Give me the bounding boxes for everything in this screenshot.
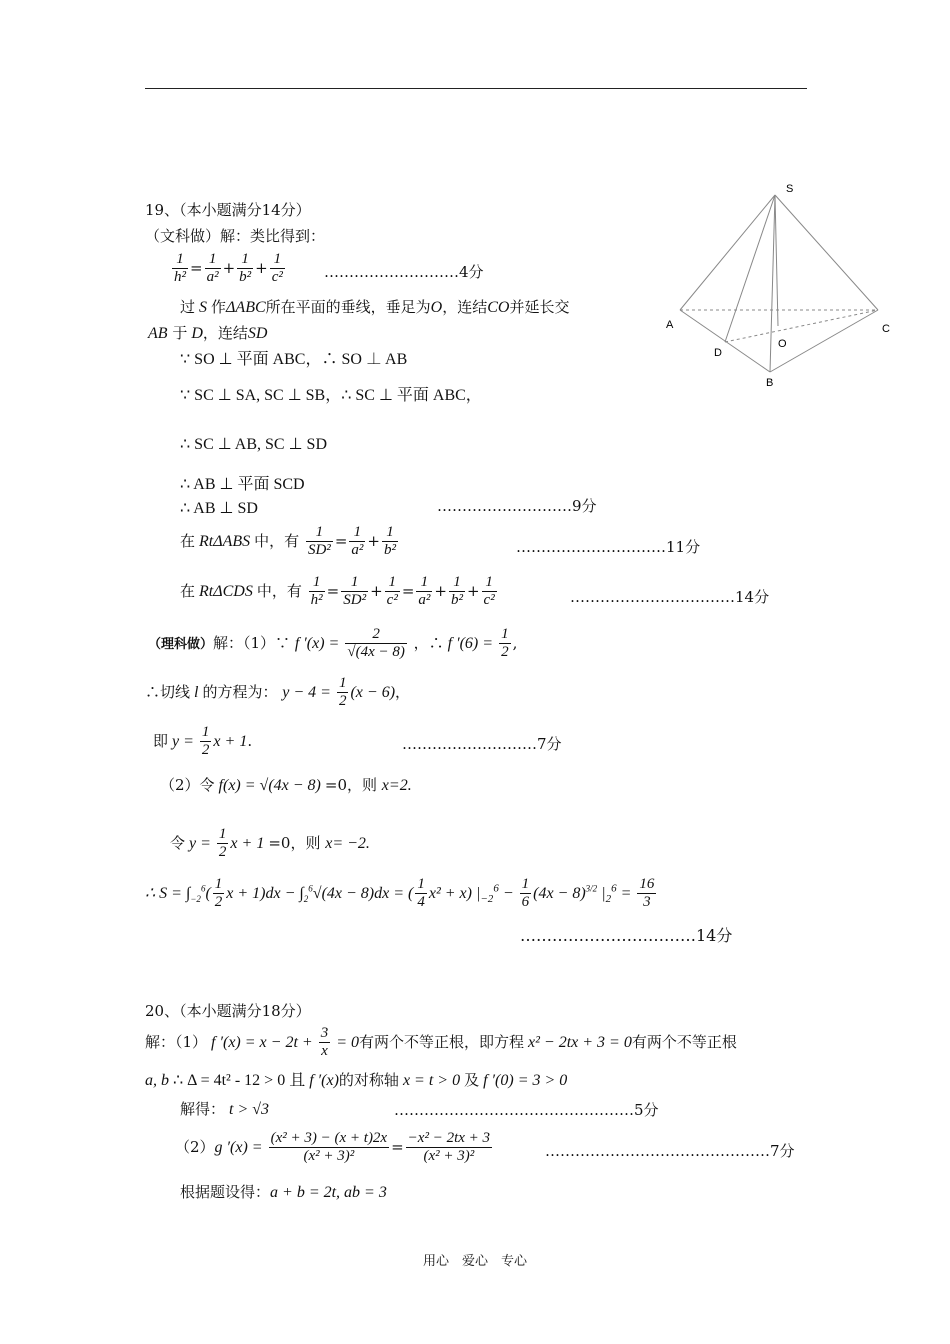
problem-20-header: 20、（本小题满分18分） bbox=[145, 1002, 311, 1020]
edge-sb bbox=[770, 195, 775, 372]
mark-14b: ……………………………14分 bbox=[520, 926, 733, 945]
line-sc: ∵ SC ⊥ SA, SC ⊥ SB，∴ SC ⊥ 平面 ABC， bbox=[180, 387, 482, 404]
line-li-1: （理科做）解：（1）∵ f ′(x) = $\frac{2}{√(4x - 8)}$ ，∴ f ′(6) = $\frac{1}{2}$ , bbox=[148, 626, 518, 661]
p20-line1: 解：（1） f ′(x) = x − 2t + $\frac{3}{x}$ = 0有两个不等正根，即方程 x² − 2tx + 3 = 0有两个不等正根 bbox=[145, 1025, 737, 1060]
label-d: D bbox=[714, 347, 722, 359]
line-guo: 过 S 作ΔABC所在平面的垂线，垂足为O，连结CO并延长交 bbox=[180, 298, 570, 316]
label-c: C bbox=[882, 323, 890, 335]
line-integral: ∴ $S = \int_{-2}^6$( $\frac{1}{2}$ $x + 1)dx - \int_2^6√(4x - 8)dx$ = ( $\frac{1}{4}$ x² + x) $|_{-2}^6$ − $\frac{1}{6}$ $(4x - 8)^{3/2}$ $|_2^6$ = $\frac{16}{3}$ bbox=[145, 876, 655, 911]
formula-h: $\frac{1}{\text{h²}}$ = $\frac{1}{\text{a²}}$ + $\frac{1}{\text{b²}}$ + $\frac{1}{\text{c²}}$ bbox=[174, 251, 283, 286]
mark-9: ………………………9分 bbox=[437, 497, 597, 515]
p20-jiede: 解得： t > √3 bbox=[180, 1100, 270, 1118]
mark-7: ………………………7分 bbox=[402, 735, 562, 753]
line-ab-plane: ∴ AB ⊥ 平面 SCD bbox=[180, 476, 305, 493]
line-ab-sd: ∴ AB ⊥ SD bbox=[180, 500, 258, 517]
pyramid-figure bbox=[660, 180, 900, 395]
line-qiexian: ∴切线 l 的方程为： y − 4 = $\frac{1}{2}$ (x − 6)， bbox=[145, 675, 411, 710]
label-o: O bbox=[778, 338, 787, 350]
header-rule bbox=[145, 88, 807, 89]
line-ab: AB 于 D，连结SD bbox=[148, 324, 268, 342]
p20-genju: 根据题设得：a + b = 2t, ab = 3 bbox=[180, 1183, 387, 1201]
label-a: A bbox=[666, 319, 674, 331]
mark-4: ………………………4分 bbox=[324, 263, 484, 281]
line-rt-abs: 在 RtΔABS 中，有 $\frac{1}{\text{SD²}}$ = $\frac{1}{\text{a²}}$ + $\frac{1}{\text{b²}}$ bbox=[180, 524, 396, 559]
line-sc2: ∴ SC ⊥ AB, SC ⊥ SD bbox=[180, 436, 327, 453]
p20-part2: （2）g ′(x) = $\frac{\text{(x² + 3) − (x + t)2x}}{\text{(x² + 3)²}}$ = $\frac{\text{−x² − 2tx + 3}}{\text{(x² + 3)²}}$ bbox=[175, 1130, 491, 1165]
edge-sd bbox=[725, 195, 775, 342]
label-b: B bbox=[766, 377, 774, 389]
mark-11: …………………………11分 bbox=[516, 538, 701, 556]
line-ling: 令 y = $\frac{1}{2}$ x + 1 =0，则 x= −2. bbox=[170, 826, 370, 861]
p20-line2: a, b ∴ Δ = 4t² - 12 > 0 且 f ′(x)的对称轴 x = t > 0 及 f ′(0) = 3 > 0 bbox=[145, 1071, 568, 1089]
edge-ab bbox=[680, 310, 770, 372]
footer: 用心 爱心 专心 bbox=[422, 1254, 527, 1269]
edge-dc bbox=[725, 310, 878, 342]
edge-sc bbox=[775, 195, 878, 310]
line-part2a: （2）令 f(x) = √(4x − 8) =0，则 x=2. bbox=[160, 776, 412, 794]
mark-14: ……………………………14分 bbox=[570, 588, 770, 606]
wen-intro: （文科做）解：类比得到： bbox=[145, 227, 326, 245]
label-s: S bbox=[786, 183, 794, 195]
edge-sa bbox=[680, 195, 775, 310]
edge-so bbox=[775, 195, 778, 326]
mark-7b: ………………………………………7分 bbox=[545, 1142, 795, 1160]
line-so: ∵ SO ⊥ 平面 ABC，∴ SO ⊥ AB bbox=[180, 351, 408, 368]
line-ji: 即 y = $\frac{1}{2}$ x + 1. bbox=[153, 724, 253, 759]
problem-19-header: 19、（本小题满分14分） bbox=[145, 201, 311, 219]
line-rt-cds: 在 RtΔCDS 中，有 $\frac{1}{\text{h²}}$ = $\frac{1}{\text{SD²}}$ + $\frac{1}{\text{c²}}$ = $\frac{1}{\text{a²}}$ + $\frac{1}{\text{b²}}$ + $\frac{1}{\text{c²}}$ bbox=[180, 574, 495, 609]
mark-5: …………………………………………5分 bbox=[394, 1101, 659, 1119]
